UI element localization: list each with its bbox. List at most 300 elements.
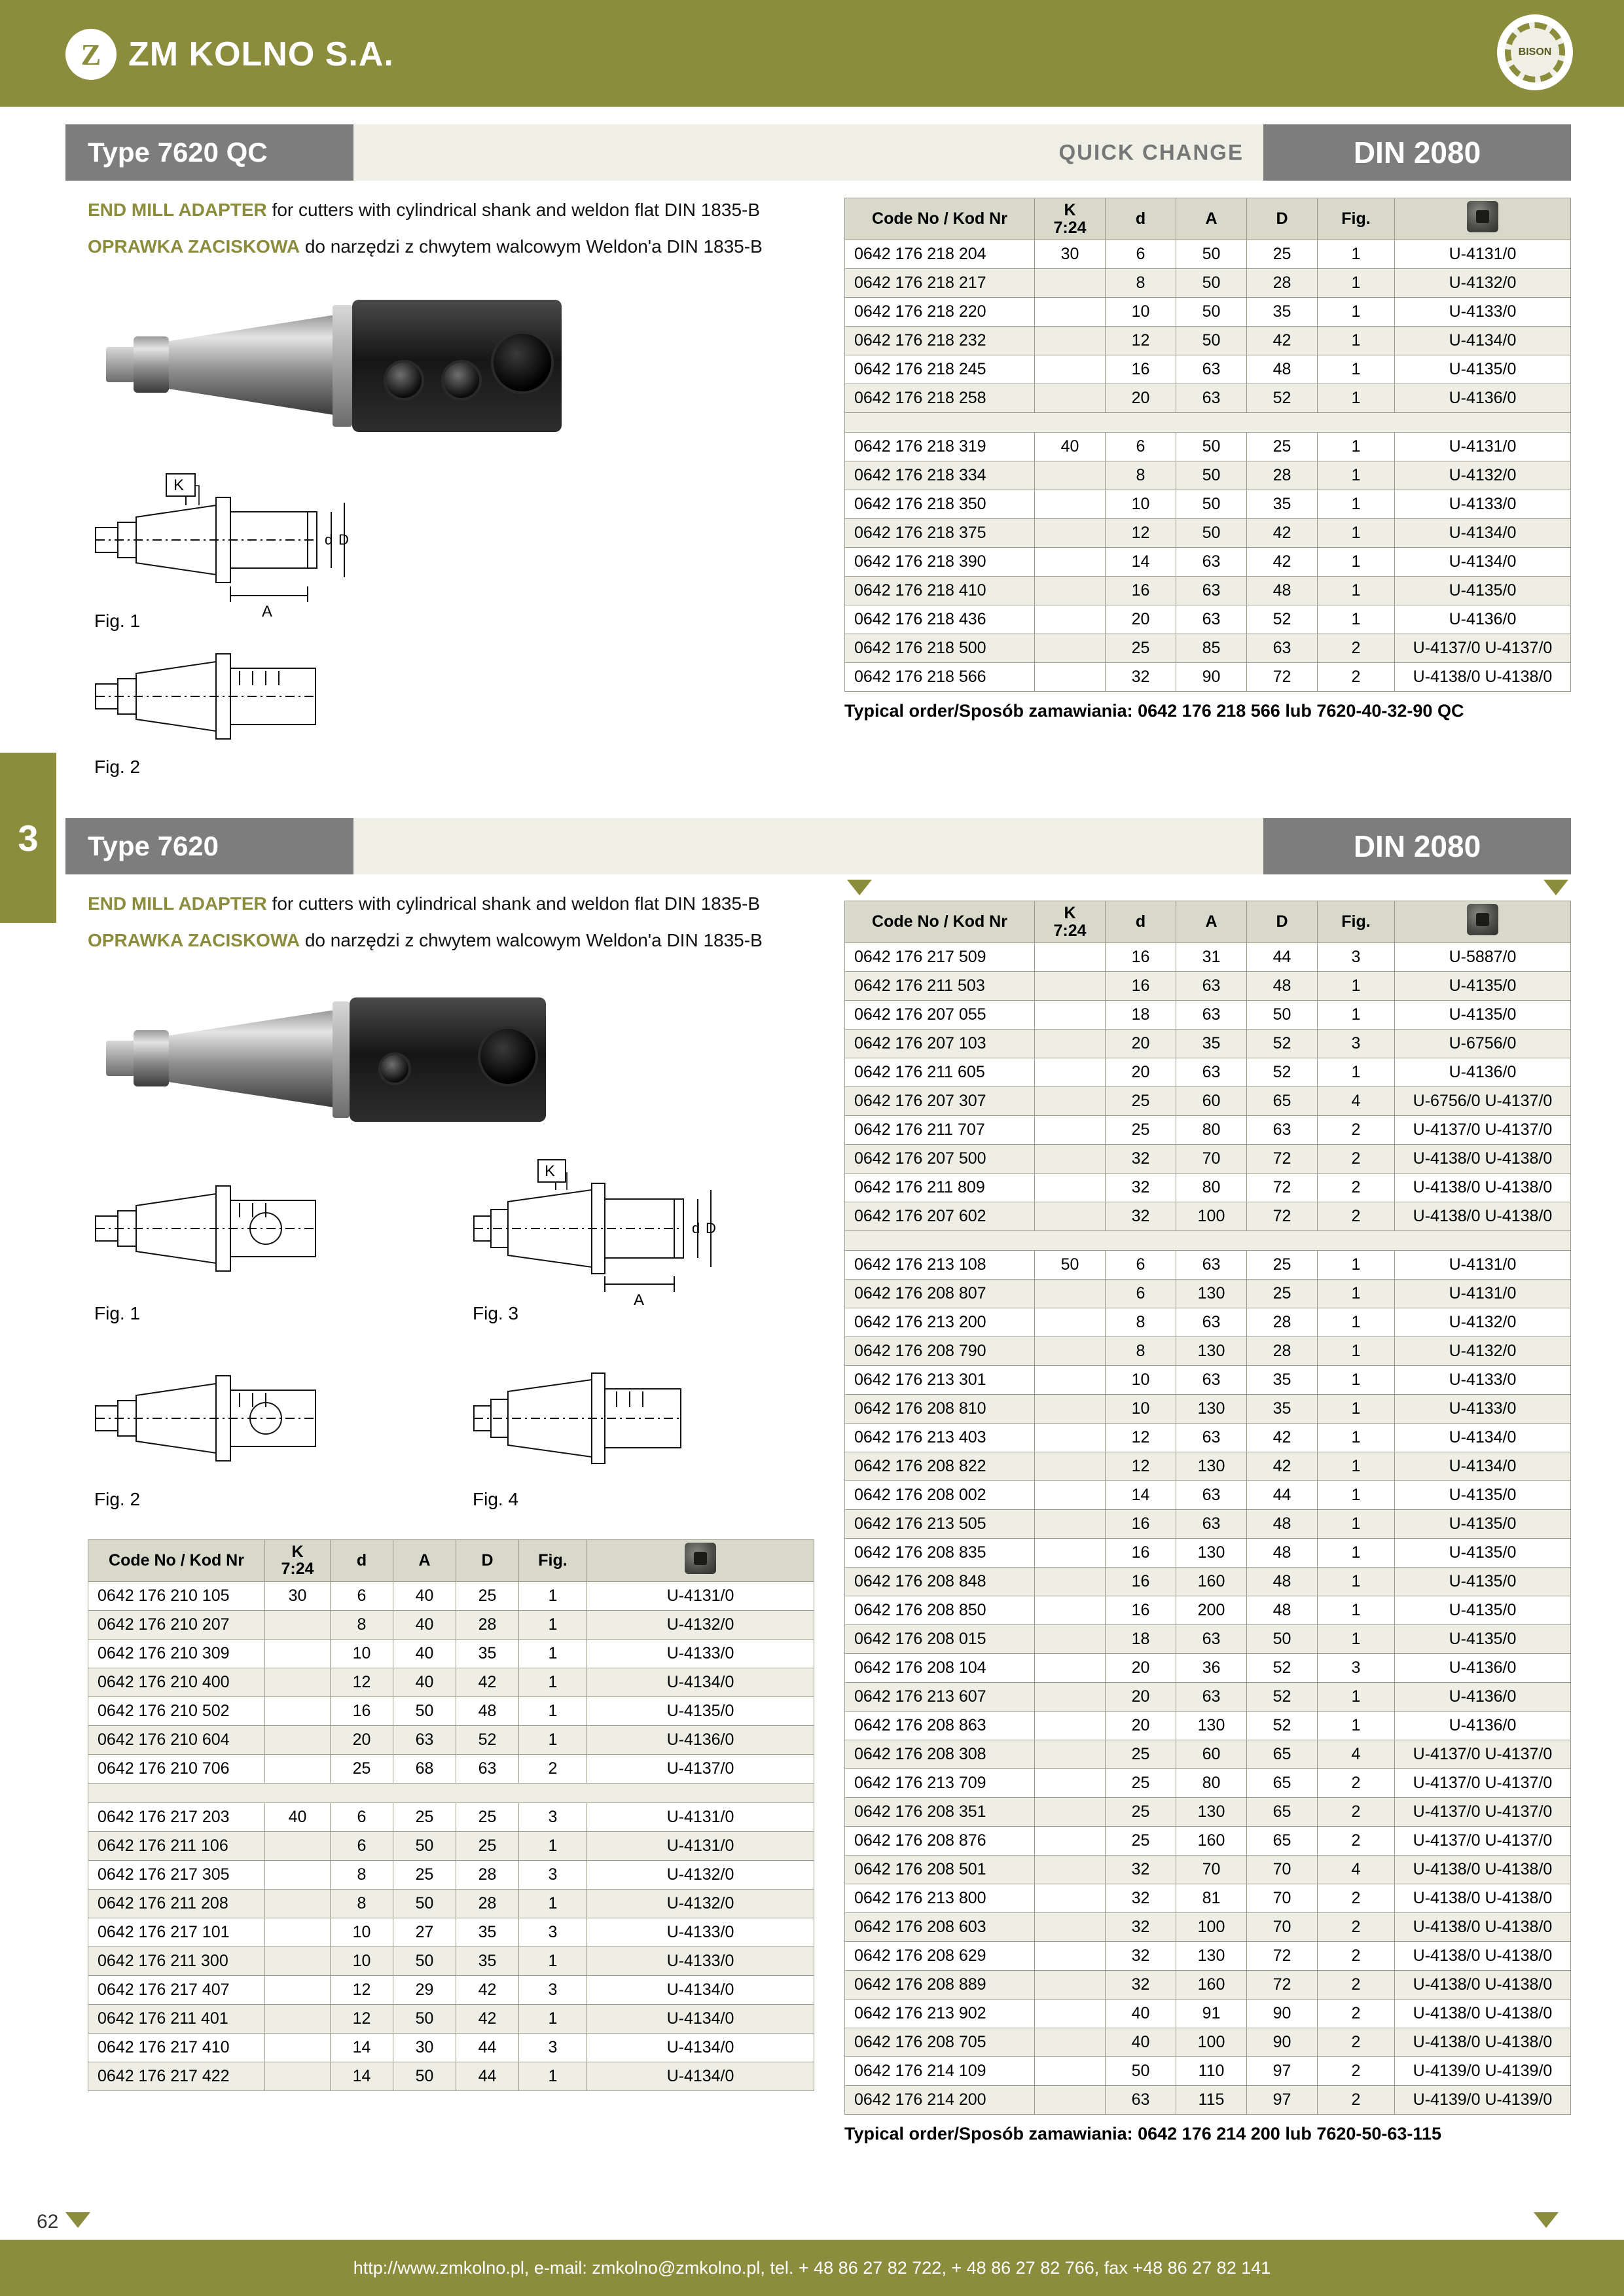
cell-k bbox=[265, 1889, 331, 1918]
cell-d-big: 52 bbox=[1247, 1712, 1318, 1740]
table-row bbox=[845, 1337, 1571, 1366]
cell-d-small: 32 bbox=[1106, 1202, 1176, 1231]
cell-code: 0642 176 208 790 bbox=[845, 1337, 1035, 1366]
cell-fig: 1 bbox=[1318, 461, 1395, 490]
table-row bbox=[845, 577, 1571, 605]
cell-d-big: 97 bbox=[1247, 2057, 1318, 2086]
table-row bbox=[845, 433, 1571, 461]
cell-fig: 1 bbox=[1318, 1568, 1395, 1596]
cell-code: 0642 176 218 436 bbox=[845, 605, 1035, 634]
cell-d-big: 28 bbox=[1247, 461, 1318, 490]
cell-fig: 1 bbox=[519, 1610, 587, 1639]
table-row bbox=[845, 1174, 1571, 1202]
cell-fig: 1 bbox=[1318, 548, 1395, 577]
cell-fig: 2 bbox=[519, 1754, 587, 1783]
cell-d-small: 12 bbox=[331, 1668, 393, 1696]
cell-d-big: 28 bbox=[1247, 269, 1318, 298]
cell-d-big: 70 bbox=[1247, 1913, 1318, 1942]
table-row bbox=[845, 1884, 1571, 1913]
cell-screw-code: U-4138/0 U-4138/0 bbox=[1395, 1971, 1571, 2000]
table-row bbox=[845, 327, 1571, 355]
th-a: A bbox=[393, 1539, 456, 1581]
cell-screw-code: U-4132/0 bbox=[587, 1860, 814, 1889]
cell-d-small: 10 bbox=[1106, 1395, 1176, 1424]
cell-d-big: 72 bbox=[1247, 1174, 1318, 1202]
table-row bbox=[845, 1202, 1571, 1231]
cell-d-small: 32 bbox=[1106, 1942, 1176, 1971]
cell-d-small: 25 bbox=[1106, 634, 1176, 663]
cell-d-big: 48 bbox=[1247, 577, 1318, 605]
cell-d-big: 72 bbox=[1247, 1145, 1318, 1174]
cell-d-small: 32 bbox=[1106, 1913, 1176, 1942]
cell-k bbox=[1035, 1798, 1106, 1827]
cell-d-small: 25 bbox=[1106, 1798, 1176, 1827]
cell-a: 40 bbox=[393, 1639, 456, 1668]
cell-d-big: 42 bbox=[456, 1668, 519, 1696]
cell-d-big: 48 bbox=[1247, 972, 1318, 1001]
cell-fig: 1 bbox=[1318, 605, 1395, 634]
cell-fig: 1 bbox=[1318, 298, 1395, 327]
section-2-fig3-drawing bbox=[467, 1153, 808, 1340]
cell-a: 40 bbox=[393, 1668, 456, 1696]
cell-fig: 1 bbox=[1318, 1452, 1395, 1481]
cell-k: 50 bbox=[1035, 1251, 1106, 1280]
cell-code: 0642 176 210 309 bbox=[88, 1639, 265, 1668]
cell-screw-code: U-4135/0 bbox=[1395, 355, 1571, 384]
cell-a: 130 bbox=[1176, 1798, 1247, 1827]
table-row bbox=[88, 1803, 814, 1831]
cell-fig: 3 bbox=[519, 2033, 587, 2062]
cell-a: 50 bbox=[393, 1831, 456, 1860]
cell-d-big: 65 bbox=[1247, 1798, 1318, 1827]
section-2-left-table-body bbox=[88, 1581, 814, 2090]
cell-k bbox=[1035, 1971, 1106, 2000]
cell-k bbox=[1035, 384, 1106, 413]
cell-a: 130 bbox=[1176, 1712, 1247, 1740]
cell-code: 0642 176 210 706 bbox=[88, 1754, 265, 1783]
cell-fig: 1 bbox=[1318, 577, 1395, 605]
section-1-table bbox=[844, 198, 1571, 692]
cell-screw-code: U-4136/0 bbox=[1395, 384, 1571, 413]
table-row bbox=[88, 1696, 814, 1725]
cell-d-small: 20 bbox=[331, 1725, 393, 1754]
cell-code: 0642 176 218 217 bbox=[845, 269, 1035, 298]
cell-a: 63 bbox=[1176, 972, 1247, 1001]
cell-fig: 2 bbox=[1318, 1942, 1395, 1971]
cell-fig: 1 bbox=[1318, 1596, 1395, 1625]
table-row bbox=[845, 2028, 1571, 2057]
cell-screw-code: U-4137/0 bbox=[587, 1754, 814, 1783]
cell-screw-code: U-4137/0 U-4137/0 bbox=[1395, 634, 1571, 663]
table-row bbox=[845, 1596, 1571, 1625]
cell-screw-code: U-4137/0 U-4137/0 bbox=[1395, 1798, 1571, 1827]
cell-d-big: 28 bbox=[456, 1610, 519, 1639]
cell-d-big: 35 bbox=[456, 1918, 519, 1946]
cell-d-big: 44 bbox=[1247, 943, 1318, 972]
section-1-product-photo bbox=[88, 276, 808, 453]
cell-d-small: 32 bbox=[1106, 1856, 1176, 1884]
cell-screw-code: U-4138/0 U-4138/0 bbox=[1395, 2028, 1571, 2057]
cell-d-small: 20 bbox=[1106, 1712, 1176, 1740]
cell-screw-code: U-4137/0 U-4137/0 bbox=[1395, 1827, 1571, 1856]
cell-k bbox=[1035, 298, 1106, 327]
marker-triangle-right bbox=[1543, 880, 1568, 895]
table-row bbox=[845, 1683, 1571, 1712]
cell-k bbox=[1035, 1366, 1106, 1395]
cell-fig: 2 bbox=[1318, 2000, 1395, 2028]
cell-k bbox=[265, 2033, 331, 2062]
cell-a: 63 bbox=[1176, 1251, 1247, 1280]
cell-d-small: 8 bbox=[1106, 1308, 1176, 1337]
cell-d-big: 48 bbox=[456, 1696, 519, 1725]
cell-code: 0642 176 218 566 bbox=[845, 663, 1035, 692]
cell-code: 0642 176 218 319 bbox=[845, 433, 1035, 461]
cell-code: 0642 176 208 807 bbox=[845, 1280, 1035, 1308]
table-row bbox=[845, 548, 1571, 577]
cell-screw-code: U-5887/0 bbox=[1395, 943, 1571, 972]
cell-code: 0642 176 213 800 bbox=[845, 1884, 1035, 1913]
cell-k bbox=[265, 2004, 331, 2033]
cell-fig: 1 bbox=[1318, 355, 1395, 384]
cell-screw-code: U-4135/0 bbox=[1395, 1001, 1571, 1030]
th-code: Code No / Kod Nr bbox=[845, 198, 1035, 240]
cell-d-big: 42 bbox=[1247, 548, 1318, 577]
cell-d-small: 63 bbox=[1106, 2086, 1176, 2115]
cell-d-big: 35 bbox=[456, 1946, 519, 1975]
section-1-fig1-drawing bbox=[88, 471, 808, 638]
table-row bbox=[88, 1754, 814, 1783]
cell-fig: 1 bbox=[519, 1889, 587, 1918]
cell-a: 63 bbox=[1176, 577, 1247, 605]
section-1-desc-en-highlight: END MILL ADAPTER bbox=[88, 200, 267, 220]
cell-k bbox=[1035, 1116, 1106, 1145]
cell-a: 50 bbox=[393, 1696, 456, 1725]
cell-a: 50 bbox=[393, 2004, 456, 2033]
table-row bbox=[88, 1581, 814, 1610]
cell-fig: 1 bbox=[519, 1831, 587, 1860]
cell-code: 0642 176 218 350 bbox=[845, 490, 1035, 519]
table-row bbox=[88, 1860, 814, 1889]
page-footer bbox=[0, 2240, 1624, 2296]
cell-d-big: 35 bbox=[1247, 1366, 1318, 1395]
cell-d-big: 48 bbox=[1247, 1568, 1318, 1596]
cell-screw-code: U-4134/0 bbox=[1395, 1424, 1571, 1452]
table-row bbox=[845, 1510, 1571, 1539]
cell-a: 63 bbox=[1176, 1001, 1247, 1030]
cell-d-small: 25 bbox=[1106, 1827, 1176, 1856]
cell-fig: 1 bbox=[1318, 384, 1395, 413]
cell-screw-code: U-4133/0 bbox=[587, 1639, 814, 1668]
bison-badge-icon bbox=[1497, 14, 1573, 90]
cell-d-big: 63 bbox=[1247, 1116, 1318, 1145]
cell-fig: 1 bbox=[1318, 269, 1395, 298]
th-d-big: D bbox=[1247, 901, 1318, 943]
cell-fig: 2 bbox=[1318, 1827, 1395, 1856]
cell-d-big: 52 bbox=[1247, 1058, 1318, 1087]
cell-k bbox=[1035, 1001, 1106, 1030]
th-code: Code No / Kod Nr bbox=[88, 1539, 265, 1581]
fig1-dim-a: A bbox=[262, 602, 273, 620]
cell-code: 0642 176 208 705 bbox=[845, 2028, 1035, 2057]
section-2-fig4-caption: Fig. 4 bbox=[473, 1488, 519, 1509]
cell-screw-code: U-4131/0 bbox=[1395, 240, 1571, 269]
cell-d-small: 8 bbox=[1106, 1337, 1176, 1366]
cell-fig: 1 bbox=[519, 1946, 587, 1975]
cell-a: 130 bbox=[1176, 1395, 1247, 1424]
cell-code: 0642 176 211 707 bbox=[845, 1116, 1035, 1145]
cell-d-big: 35 bbox=[1247, 490, 1318, 519]
cell-fig: 1 bbox=[1318, 1625, 1395, 1654]
cell-screw-code: U-4134/0 bbox=[1395, 1452, 1571, 1481]
cell-k bbox=[1035, 1510, 1106, 1539]
table-row bbox=[845, 972, 1571, 1001]
cell-code: 0642 176 208 850 bbox=[845, 1596, 1035, 1625]
cell-d-small: 8 bbox=[331, 1889, 393, 1918]
cell-screw-code: U-4132/0 bbox=[1395, 1337, 1571, 1366]
cell-d-big: 52 bbox=[1247, 1030, 1318, 1058]
table-row bbox=[845, 1971, 1571, 2000]
table-row bbox=[845, 1712, 1571, 1740]
cell-a: 130 bbox=[1176, 1942, 1247, 1971]
chapter-number: 3 bbox=[18, 817, 39, 859]
cell-a: 29 bbox=[393, 1975, 456, 2004]
cell-k bbox=[1035, 663, 1106, 692]
table-row bbox=[845, 1001, 1571, 1030]
section-2-desc-en: for cutters with cylindrical shank and weldon flat DIN 1835-B bbox=[266, 893, 761, 914]
cell-a: 50 bbox=[1176, 433, 1247, 461]
cell-d-big: 25 bbox=[456, 1581, 519, 1610]
cell-code: 0642 176 208 015 bbox=[845, 1625, 1035, 1654]
section-1-fig2-caption: Fig. 2 bbox=[94, 756, 141, 777]
cell-a: 50 bbox=[1176, 327, 1247, 355]
table-row bbox=[88, 1889, 814, 1918]
cell-screw-code: U-4134/0 bbox=[1395, 519, 1571, 548]
cell-fig: 1 bbox=[1318, 327, 1395, 355]
cell-k bbox=[1035, 972, 1106, 1001]
cell-d-small: 14 bbox=[1106, 1481, 1176, 1510]
cell-code: 0642 176 218 410 bbox=[845, 577, 1035, 605]
cell-d-big: 35 bbox=[1247, 298, 1318, 327]
cell-d-small: 16 bbox=[1106, 1596, 1176, 1625]
cell-k bbox=[1035, 490, 1106, 519]
section-2-fig4-drawing bbox=[467, 1350, 808, 1523]
section-2-typical-order: Typical order/Sposób zamawiania: 0642 176 214 200 lub 7620-50-63-115 bbox=[844, 2124, 1441, 2144]
cell-d-big: 42 bbox=[1247, 1452, 1318, 1481]
company-name: ZM KOLNO S.A. bbox=[128, 35, 394, 73]
cell-screw-code: U-4134/0 bbox=[587, 2004, 814, 2033]
cell-k bbox=[1035, 1308, 1106, 1337]
cell-d-big: 72 bbox=[1247, 1942, 1318, 1971]
table-row bbox=[845, 1308, 1571, 1337]
table-row bbox=[845, 1654, 1571, 1683]
cell-code: 0642 176 208 629 bbox=[845, 1942, 1035, 1971]
cell-d-big: 25 bbox=[1247, 240, 1318, 269]
section-2-fig1-drawing bbox=[88, 1153, 454, 1340]
table-row bbox=[88, 2062, 814, 2090]
cell-screw-code: U-6756/0 U-4137/0 bbox=[1395, 1087, 1571, 1116]
cell-screw-code: U-4133/0 bbox=[1395, 1395, 1571, 1424]
table-row bbox=[88, 1946, 814, 1975]
table-row bbox=[845, 1769, 1571, 1798]
table-row bbox=[845, 519, 1571, 548]
cell-fig: 2 bbox=[1318, 1971, 1395, 2000]
cell-fig: 1 bbox=[519, 1696, 587, 1725]
cell-screw-code: U-4133/0 bbox=[1395, 490, 1571, 519]
cell-d-big: 65 bbox=[1247, 1827, 1318, 1856]
table-row bbox=[845, 1539, 1571, 1568]
cell-d-small: 6 bbox=[1106, 240, 1176, 269]
cell-fig: 3 bbox=[519, 1975, 587, 2004]
cell-code: 0642 176 208 876 bbox=[845, 1827, 1035, 1856]
cell-code: 0642 176 213 607 bbox=[845, 1683, 1035, 1712]
cell-k bbox=[1035, 1712, 1106, 1740]
cell-d-small: 16 bbox=[1106, 355, 1176, 384]
table-row bbox=[845, 1798, 1571, 1827]
cell-a: 80 bbox=[1176, 1116, 1247, 1145]
cell-screw-code: U-4132/0 bbox=[587, 1889, 814, 1918]
table-row bbox=[88, 1639, 814, 1668]
cell-screw-code: U-4134/0 bbox=[587, 2062, 814, 2090]
cell-a: 130 bbox=[1176, 1337, 1247, 1366]
cell-d-small: 25 bbox=[1106, 1087, 1176, 1116]
cell-a: 50 bbox=[1176, 519, 1247, 548]
cell-code: 0642 176 211 605 bbox=[845, 1058, 1035, 1087]
table-row bbox=[88, 1610, 814, 1639]
table-row bbox=[845, 1087, 1571, 1116]
table-header-row bbox=[845, 198, 1571, 240]
cell-a: 50 bbox=[1176, 269, 1247, 298]
section-2-desc-en-highlight: END MILL ADAPTER bbox=[88, 893, 267, 914]
cell-fig: 1 bbox=[1318, 1280, 1395, 1308]
th-code: Code No / Kod Nr bbox=[845, 901, 1035, 943]
cell-screw-code: U-6756/0 bbox=[1395, 1030, 1571, 1058]
cell-code: 0642 176 210 604 bbox=[88, 1725, 265, 1754]
cell-screw-code: U-4132/0 bbox=[587, 1610, 814, 1639]
cell-d-small: 10 bbox=[331, 1946, 393, 1975]
cell-a: 63 bbox=[1176, 1481, 1247, 1510]
cell-k bbox=[265, 1754, 331, 1783]
cell-screw-code: U-4139/0 U-4139/0 bbox=[1395, 2057, 1571, 2086]
cell-fig: 1 bbox=[1318, 1712, 1395, 1740]
cell-screw-code: U-4138/0 U-4138/0 bbox=[1395, 2000, 1571, 2028]
cell-a: 160 bbox=[1176, 1971, 1247, 2000]
cell-d-small: 12 bbox=[1106, 327, 1176, 355]
fig1-dim-k: K bbox=[173, 476, 185, 494]
page-header-band bbox=[0, 0, 1624, 107]
cell-a: 50 bbox=[1176, 461, 1247, 490]
cell-a: 63 bbox=[1176, 1308, 1247, 1337]
cell-k bbox=[1035, 1769, 1106, 1798]
cell-d-small: 25 bbox=[1106, 1769, 1176, 1798]
section-1-titlebar bbox=[65, 124, 1571, 181]
table-row bbox=[845, 1030, 1571, 1058]
cell-d-small: 16 bbox=[1106, 577, 1176, 605]
cell-k bbox=[265, 1918, 331, 1946]
cell-code: 0642 176 213 709 bbox=[845, 1769, 1035, 1798]
cell-d-small: 16 bbox=[1106, 1568, 1176, 1596]
cell-code: 0642 176 208 501 bbox=[845, 1856, 1035, 1884]
cell-code: 0642 176 218 232 bbox=[845, 327, 1035, 355]
section-2-fig1-caption: Fig. 1 bbox=[94, 1302, 141, 1323]
cell-code: 0642 176 214 200 bbox=[845, 2086, 1035, 2115]
cell-a: 63 bbox=[1176, 384, 1247, 413]
cell-k bbox=[1035, 1913, 1106, 1942]
cell-fig: 1 bbox=[1318, 1424, 1395, 1452]
fig3-dim-k: K bbox=[545, 1162, 556, 1180]
cell-k bbox=[265, 1946, 331, 1975]
cell-k bbox=[1035, 548, 1106, 577]
cell-a: 63 bbox=[1176, 548, 1247, 577]
table-row bbox=[845, 2086, 1571, 2115]
cell-screw-code: U-4132/0 bbox=[1395, 1308, 1571, 1337]
cell-code: 0642 176 208 863 bbox=[845, 1712, 1035, 1740]
section-2-right-table bbox=[844, 901, 1571, 2115]
table-row bbox=[845, 1366, 1571, 1395]
cell-a: 63 bbox=[1176, 605, 1247, 634]
cell-a: 25 bbox=[393, 1803, 456, 1831]
cell-code: 0642 176 208 889 bbox=[845, 1971, 1035, 2000]
cell-k bbox=[1035, 1280, 1106, 1308]
cell-code: 0642 176 208 810 bbox=[845, 1395, 1035, 1424]
cell-fig: 2 bbox=[1318, 1913, 1395, 1942]
cell-a: 160 bbox=[1176, 1568, 1247, 1596]
section-2-fig3-caption: Fig. 3 bbox=[473, 1302, 519, 1323]
cell-screw-code: U-4136/0 bbox=[1395, 1712, 1571, 1740]
cell-a: 100 bbox=[1176, 2028, 1247, 2057]
cell-k bbox=[1035, 269, 1106, 298]
cell-screw-code: U-4138/0 U-4138/0 bbox=[1395, 1913, 1571, 1942]
cell-d-small: 20 bbox=[1106, 1683, 1176, 1712]
th-screw bbox=[1395, 198, 1571, 240]
cell-d-big: 52 bbox=[456, 1725, 519, 1754]
cell-k bbox=[1035, 2057, 1106, 2086]
cell-k bbox=[1035, 1395, 1106, 1424]
cell-d-small: 40 bbox=[1106, 2000, 1176, 2028]
cell-d-big: 35 bbox=[456, 1639, 519, 1668]
cell-d-small: 6 bbox=[331, 1831, 393, 1860]
cell-d-small: 10 bbox=[1106, 490, 1176, 519]
cell-fig: 1 bbox=[519, 1725, 587, 1754]
cell-k bbox=[1035, 1481, 1106, 1510]
cell-k bbox=[265, 2062, 331, 2090]
cell-fig: 1 bbox=[1318, 972, 1395, 1001]
cell-a: 130 bbox=[1176, 1452, 1247, 1481]
cell-code: 0642 176 211 208 bbox=[88, 1889, 265, 1918]
section-1-standard: DIN 2080 bbox=[1263, 124, 1571, 181]
cell-a: 63 bbox=[1176, 1424, 1247, 1452]
table-row bbox=[845, 1251, 1571, 1280]
table-row bbox=[88, 1725, 814, 1754]
cell-code: 0642 176 211 503 bbox=[845, 972, 1035, 1001]
cell-k bbox=[265, 1860, 331, 1889]
table-row bbox=[845, 634, 1571, 663]
cell-d-small: 10 bbox=[331, 1918, 393, 1946]
cell-screw-code: U-4133/0 bbox=[587, 1946, 814, 1975]
table-header-row bbox=[845, 901, 1571, 943]
table-row bbox=[88, 1975, 814, 2004]
table-spacer-row bbox=[88, 1783, 814, 1803]
cell-fig: 1 bbox=[1318, 1058, 1395, 1087]
cell-fig: 2 bbox=[1318, 634, 1395, 663]
cell-a: 100 bbox=[1176, 1913, 1247, 1942]
cell-d-big: 42 bbox=[456, 2004, 519, 2033]
cell-k bbox=[265, 1696, 331, 1725]
table-row bbox=[845, 1827, 1571, 1856]
cell-d-big: 90 bbox=[1247, 2028, 1318, 2057]
cell-screw-code: U-4134/0 bbox=[587, 2033, 814, 2062]
table-row bbox=[845, 461, 1571, 490]
cell-a: 91 bbox=[1176, 2000, 1247, 2028]
